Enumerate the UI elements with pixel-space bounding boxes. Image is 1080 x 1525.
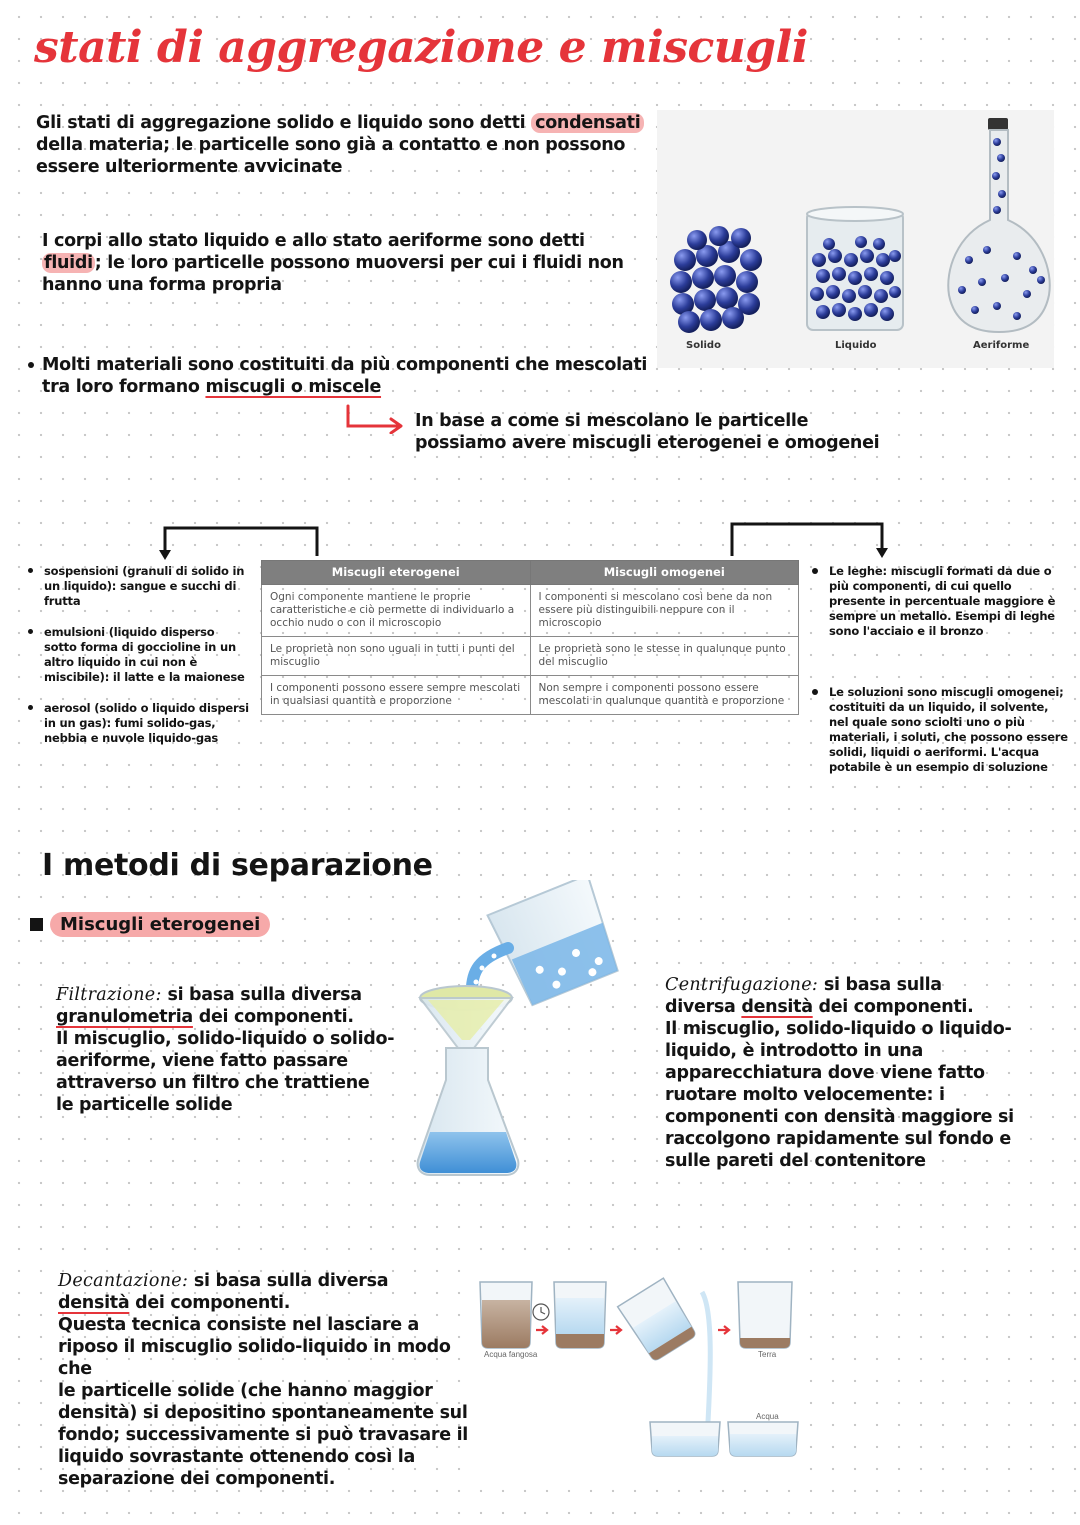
filtration-illustration <box>410 880 625 1180</box>
method-text: dei componenti. <box>812 997 974 1017</box>
method-text: diversa <box>665 997 742 1017</box>
arrow-icon <box>610 1326 621 1334</box>
underline-miscugli: miscugli o miscele <box>205 377 382 397</box>
bullet-icon <box>812 568 818 574</box>
caption-acqua: Acqua <box>756 1412 779 1421</box>
method-text: fondo; successivamente si può travasare il <box>58 1425 469 1445</box>
heterogeneous-category-label: Miscugli eterogenei <box>50 912 270 937</box>
bullet-icon <box>28 705 33 710</box>
states-illustration <box>657 110 1054 368</box>
list-item <box>28 701 250 746</box>
method-text: sulle pareti del contenitore <box>665 1151 926 1171</box>
label-solido: Solido <box>686 340 721 351</box>
underline-granulometria: granulometria <box>56 1007 193 1027</box>
highlight-condensati: condensati <box>531 113 644 133</box>
method-name-centrifugazione: Centrifugazione: <box>665 975 819 995</box>
intro-text: ; le loro particelle possono muoversi per cui i fluidi non <box>94 253 624 273</box>
table-header: Miscugli omogenei <box>530 561 799 585</box>
method-text: liquido, è introdotto in una <box>665 1041 923 1061</box>
method-text: apparecchiatura dove viene fatto <box>665 1063 985 1083</box>
table-cell: Le proprietà non sono uguali in tutti i punti del miscuglio <box>262 637 531 676</box>
filtration-paragraph <box>56 984 406 1116</box>
label-aeriforme: Aeriforme <box>973 340 1030 351</box>
note-text: In base a come si mescolano le particelle <box>415 411 809 431</box>
list-item-text: aerosol (solido o liquido dispersi in un gas): fumi solido-gas, nebbia e nuvole liquido-gas <box>44 701 249 745</box>
list-item <box>812 564 1068 639</box>
method-text: attraverso un filtro che trattiene <box>56 1073 370 1093</box>
caption-acqua-fangosa: Acqua fangosa <box>484 1350 538 1359</box>
method-text: le particelle solide <box>56 1095 233 1115</box>
decantation-paragraph <box>58 1270 478 1490</box>
method-text: Questa tecnica consiste nel lasciare a <box>58 1315 420 1335</box>
arrow-icon <box>718 1326 729 1334</box>
method-text: liquido sovrastante ottenendo così la <box>58 1447 415 1467</box>
method-text: separazione dei componenti. <box>58 1469 336 1489</box>
method-text: dei componenti. <box>192 1007 354 1027</box>
method-text: si basa sulla diversa <box>161 985 362 1005</box>
bullet-icon <box>28 629 33 634</box>
mixtures-text: tra loro formano <box>42 377 206 397</box>
intro-text: essere ulteriormente avvicinate <box>36 157 343 177</box>
left-bracket-arrow-icon <box>150 520 330 565</box>
list-item <box>28 564 250 609</box>
note-text: possiamo avere miscugli eterogenei e omogenei <box>415 433 880 453</box>
list-item <box>28 625 250 685</box>
mixtures-comparison-table <box>261 560 799 715</box>
method-text: riposo il miscuglio solido-liquido in modo che <box>58 1337 451 1379</box>
method-name-decantazione: Decantazione: <box>58 1271 189 1291</box>
intro-text: I corpi allo stato liquido e allo stato aeriforme sono detti <box>42 231 585 251</box>
table-row <box>262 676 799 715</box>
table-row <box>262 585 799 637</box>
method-text: si basa sulla <box>818 975 942 995</box>
bullet-icon <box>28 568 33 573</box>
decantation-steps-drawing <box>470 1262 808 1474</box>
red-arrow-icon <box>345 404 407 434</box>
table-cell: I componenti possono essere sempre mescolati in qualsiasi quantità e proporzione <box>262 676 531 715</box>
method-text: si basa sulla diversa <box>188 1271 389 1291</box>
method-text: Il miscuglio, solido-liquido o liquido- <box>665 1019 1012 1039</box>
heterogeneous-examples-list <box>28 564 250 746</box>
liquid-beaker <box>807 207 903 330</box>
method-name-filtrazione: Filtrazione: <box>56 985 162 1005</box>
caption-terra: Terra <box>758 1350 777 1359</box>
decantation-illustration <box>470 1262 808 1474</box>
method-text: Il miscuglio, solido-liquido o solido- <box>56 1029 395 1049</box>
table-header: Miscugli eterogenei <box>262 561 531 585</box>
method-text: aeriforme, viene fatto passare <box>56 1051 348 1071</box>
table-cell: Non sempre i componenti possono essere mescolati in qualunque quantità e proporzione <box>530 676 799 715</box>
separation-title: I metodi di separazione <box>42 848 433 883</box>
solid-spheres <box>670 226 762 333</box>
method-text: le particelle solide (che hanno maggior <box>58 1381 433 1401</box>
method-text: raccolgono rapidamente sul fondo e <box>665 1129 1011 1149</box>
bullet-icon <box>812 689 818 695</box>
method-text: dei componenti. <box>129 1293 291 1313</box>
states-of-matter-figure <box>657 110 1054 368</box>
list-item-text: sospensioni (granuli di solido in un liquido): sangue e succhi di frutta <box>44 564 245 608</box>
intro-text: hanno una forma propria <box>42 275 282 295</box>
intro-text: Gli stati di aggregazione solido e liquido sono detti <box>36 113 532 133</box>
method-text: componenti con densità maggiore si <box>665 1107 1014 1127</box>
method-text: ruotare molto velocemente: i <box>665 1085 945 1105</box>
method-text: densità) si depositino spontaneamente sul <box>58 1403 468 1423</box>
list-item <box>812 685 1068 775</box>
highlight-fluidi: fluidi <box>44 253 93 273</box>
centrifugation-paragraph <box>665 974 1055 1172</box>
fluids-paragraph <box>42 230 642 296</box>
table-cell: Ogni componente mantiene le proprie caratteristiche e ciò permette di individuarlo a occhio nudo o con il microscopio <box>262 585 531 637</box>
arrow-icon <box>536 1326 547 1334</box>
list-item-text: emulsioni (liquido disperso sotto forma di goccioline in un altro liquido in cui non è miscibile): il latte e la maionese <box>44 625 245 684</box>
label-liquido: Liquido <box>835 340 877 351</box>
mixtures-text: Molti materiali sono costituiti da più componenti che mescolati <box>42 355 648 375</box>
page-title: stati di aggregazione e miscugli <box>34 22 808 73</box>
gas-flask <box>948 118 1049 332</box>
table-row <box>262 637 799 676</box>
condensed-paragraph <box>36 112 646 178</box>
intro-text: della materia; le particelle sono già a contatto e non possono <box>36 135 626 155</box>
table-cell: Le proprietà sono le stesse in qualunque punto del miscuglio <box>530 637 799 676</box>
list-item-text: Le leghe: miscugli formati da due o più componenti, di cui quello presente in percentuale maggiore è sempre un metallo. Esempi di leghe sono l'acciaio e il bronzo <box>829 564 1056 638</box>
table-cell: I componenti si mescolano così bene da non essere più distinguibili neppure con il microscopio <box>530 585 799 637</box>
square-bullet-icon <box>30 918 43 931</box>
list-item-text: Le soluzioni sono miscugli omogenei; costituiti da un liquido, il solvente, nel quale sono sciolti uno o più materiali, i soluti, che possono essere solidi, liquidi o aeriformi. L'acqua potabile è un esempio di soluzione <box>829 685 1068 774</box>
clock-icon <box>533 1304 549 1320</box>
underline-densita: densità <box>58 1293 130 1313</box>
mixtures-paragraph <box>28 354 668 398</box>
underline-densita: densità <box>741 997 813 1017</box>
homogeneous-examples-list <box>812 564 1068 775</box>
mixtures-types-note <box>415 410 885 454</box>
right-bracket-arrow-icon <box>722 516 902 561</box>
bullet-icon <box>28 362 34 368</box>
